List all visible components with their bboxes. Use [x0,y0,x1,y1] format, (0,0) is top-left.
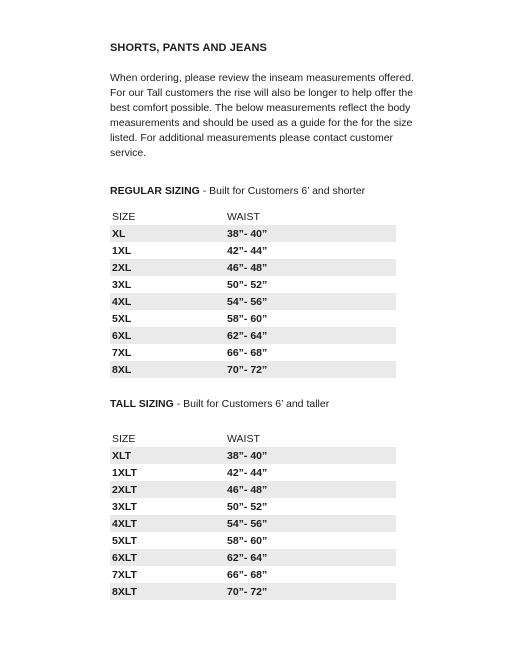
size-cell: XLT [112,449,132,462]
size-column-header: SIZE [112,432,136,445]
table-row [110,327,396,344]
size-cell: XL [112,227,126,240]
regular-sizing-heading [110,185,365,197]
size-cell: 2XLT [112,483,137,496]
waist-cell: 50”- 52” [227,500,268,513]
table-row [110,498,396,515]
table-header [110,208,396,225]
waist-cell: 38”- 40” [227,449,268,462]
table-row [110,481,396,498]
waist-cell: 42”- 44” [227,244,268,257]
table-row [110,464,396,481]
waist-cell: 46”- 48” [227,261,268,274]
size-cell: 4XL [112,295,132,308]
size-cell: 4XLT [112,517,137,530]
table-row [110,293,396,310]
waist-cell: 46”- 48” [227,483,268,496]
waist-column-header: WAIST [227,432,260,445]
size-cell: 8XLT [112,585,137,598]
size-cell: 2XL [112,261,132,274]
table-row [110,515,396,532]
waist-cell: 66”- 68” [227,568,268,581]
table-row [110,276,396,293]
waist-cell: 50”- 52” [227,278,268,291]
size-cell: 1XL [112,244,132,257]
waist-cell: 58”- 60” [227,534,268,547]
size-cell: 6XL [112,329,132,342]
waist-cell: 66”- 68” [227,346,268,359]
size-cell: 3XL [112,278,132,291]
intro-paragraph: When ordering, please review the inseam measurements offered. For our Tall customers the rise will also be longer to help offer the best comfort possible. The below measurements reflect the body measurements and should be used as a guide for the for the size listed. For additional measurements please contact customer service. [110,72,414,159]
waist-cell: 62”- 64” [227,329,268,342]
table-row [110,566,396,583]
table-row [110,225,396,242]
table-row [110,242,396,259]
waist-cell: 70”- 72” [227,363,268,376]
page-title: SHORTS, PANTS AND JEANS [110,42,267,54]
table-row [110,361,396,378]
tall-sizing-heading-note: - Built for Customers 6’ and taller [173,398,330,410]
waist-cell: 54”- 56” [227,295,268,308]
size-cell: 8XL [112,363,132,376]
table-row [110,310,396,327]
waist-cell: 70”- 72” [227,585,268,598]
table-row [110,447,396,464]
table-row [110,549,396,566]
waist-cell: 58”- 60” [227,312,268,325]
size-cell: 1XLT [112,466,137,479]
waist-cell: 54”- 56” [227,517,268,530]
size-cell: 7XL [112,346,132,359]
tall-size-table [110,430,396,600]
table-row [110,259,396,276]
regular-size-table [110,208,396,378]
size-cell: 3XLT [112,500,137,513]
waist-cell: 38”- 40” [227,227,268,240]
waist-cell: 42”- 44” [227,466,268,479]
table-row [110,532,396,549]
table-row [110,583,396,600]
table-row [110,344,396,361]
size-cell: 7XLT [112,568,137,581]
waist-column-header: WAIST [227,210,260,223]
size-cell: 5XL [112,312,132,325]
table-header [110,430,396,447]
size-cell: 5XLT [112,534,137,547]
tall-sizing-heading [110,398,329,410]
tall-sizing-heading-label: TALL SIZING [110,398,174,410]
waist-cell: 62”- 64” [227,551,268,564]
regular-sizing-heading-note: - Built for Customers 6’ and shorter [199,185,366,197]
size-cell: 6XLT [112,551,137,564]
regular-sizing-heading-label: REGULAR SIZING [110,185,200,197]
size-column-header: SIZE [112,210,136,223]
